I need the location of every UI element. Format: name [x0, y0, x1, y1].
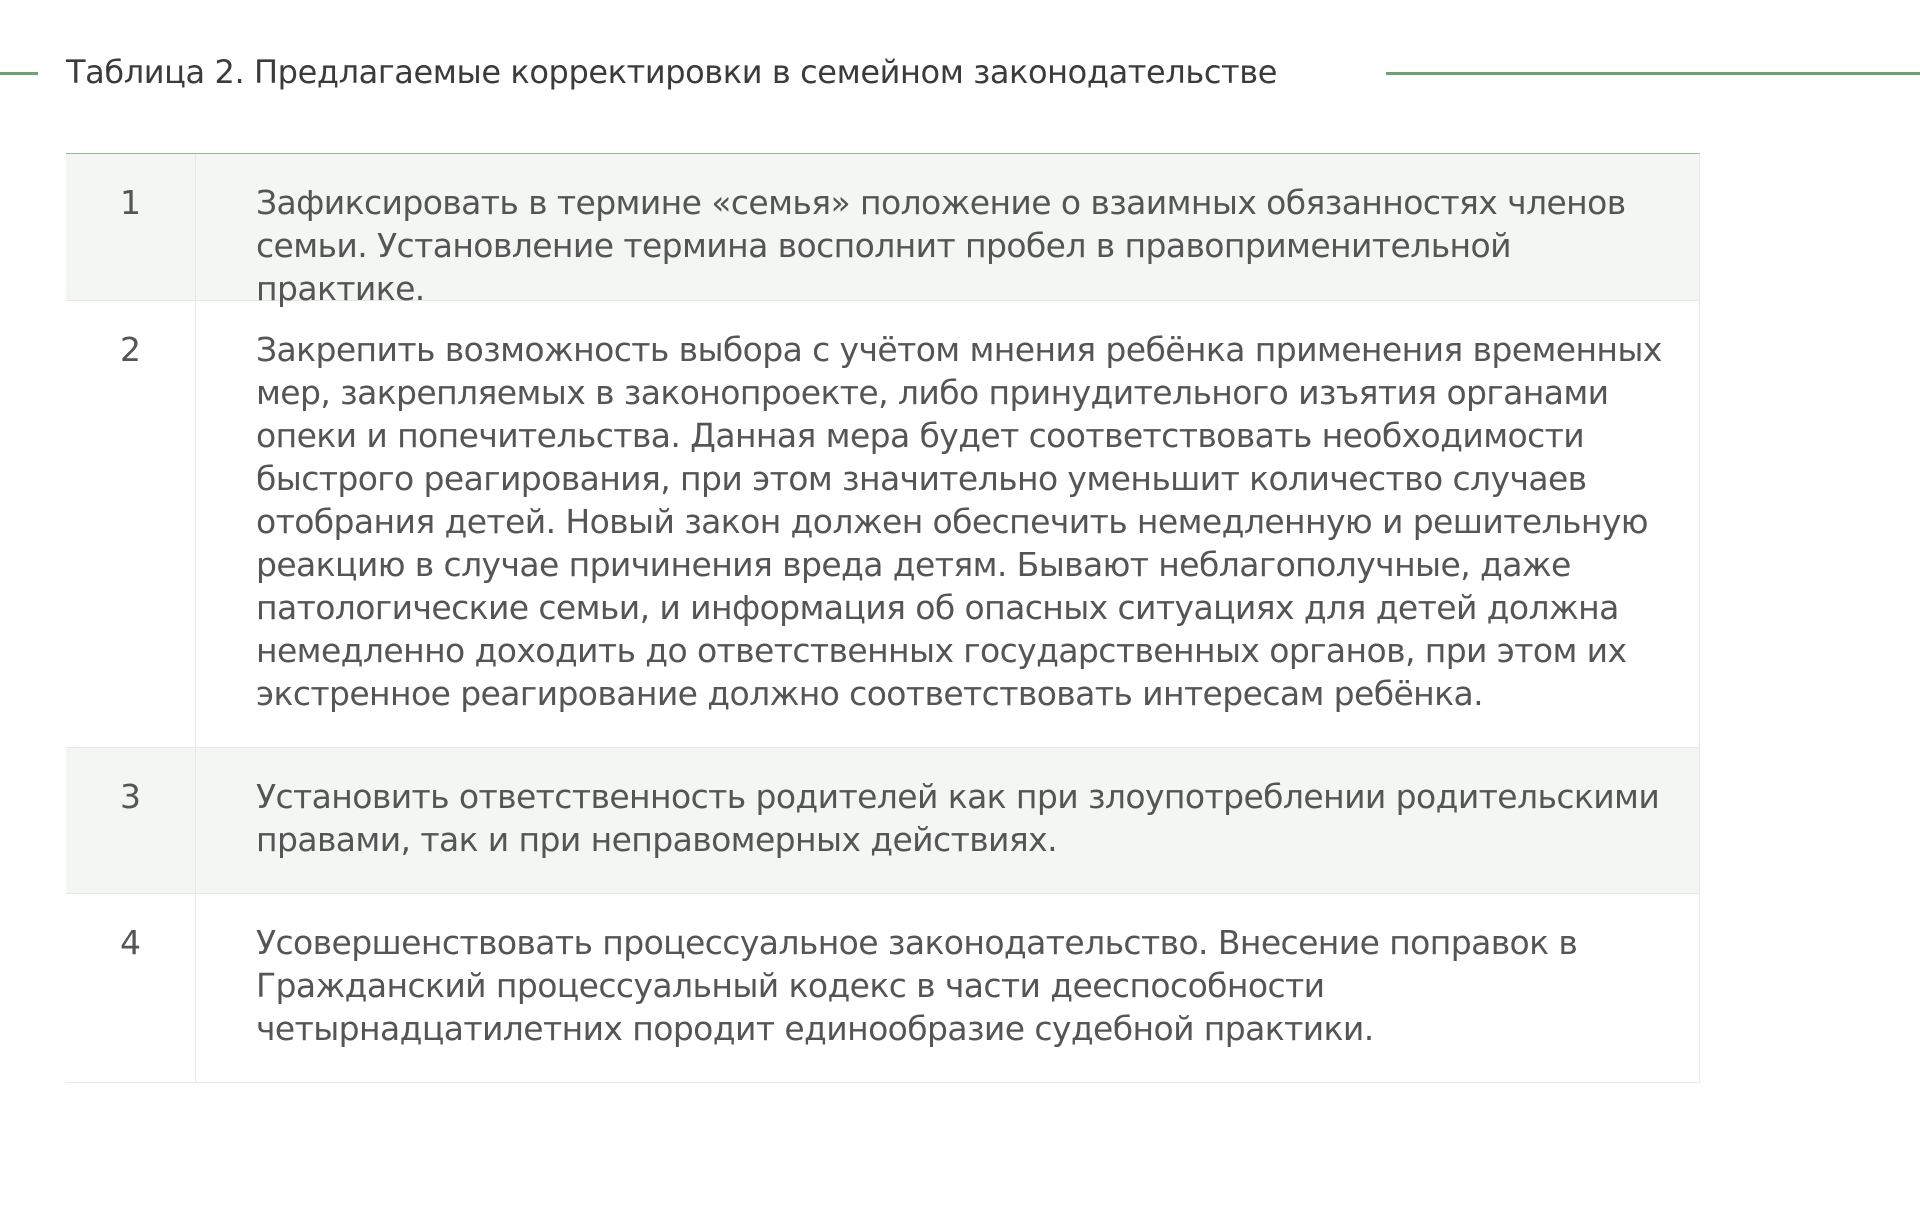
row-number: 1: [66, 154, 196, 300]
row-text: Усовершенствовать процессуальное законодательство. Внесение поправок в Гражданский процессуальный кодекс в части дееспособности четырнадцатилетних породит единообразие судебной практики.: [256, 923, 1578, 1048]
table-title: Таблица 2. Предлагаемые корректировки в семейном законодательстве: [66, 53, 1278, 91]
row-number: 2: [66, 301, 196, 747]
title-rule-right: [1386, 72, 1920, 75]
row-text: Установить ответственность родителей как при злоупотреблении родительскими правами, так и при неправомерных действиях.: [256, 777, 1660, 859]
table-row: [66, 748, 1699, 894]
table-row: [66, 301, 1699, 748]
row-text: Зафиксировать в термине «семья» положение о взаимных обязанностях членов семьи. Установление термина восполнит пробел в правоприменительной практике.: [256, 183, 1626, 308]
row-number: 4: [66, 894, 196, 1082]
table-row: [66, 154, 1699, 308]
row-text: Закрепить возможность выбора с учётом мнения ребёнка применения временных мер, закрепляемых в законопроекте, либо принудительного изъятия органами опеки и попечительства. Данная мера будет соответствовать необходимости быстрого реагирования, при этом значительно уменьшит количество случаев отобрания детей. Новый закон должен обеспечить немедленную и решительную реакцию в случае причинения вреда детям. Бывают неблагополучные, даже патологические семьи, и информация об опасных ситуациях для детей должна немедленно доходить до ответственных государственных органов, при этом их экстренное реагирование должно соответствовать интересам ребёнка.: [256, 330, 1662, 713]
row-number: 3: [66, 748, 196, 893]
table-row: [66, 894, 1699, 1083]
title-rule-left: [0, 72, 38, 75]
proposals-table: [66, 153, 1700, 1083]
